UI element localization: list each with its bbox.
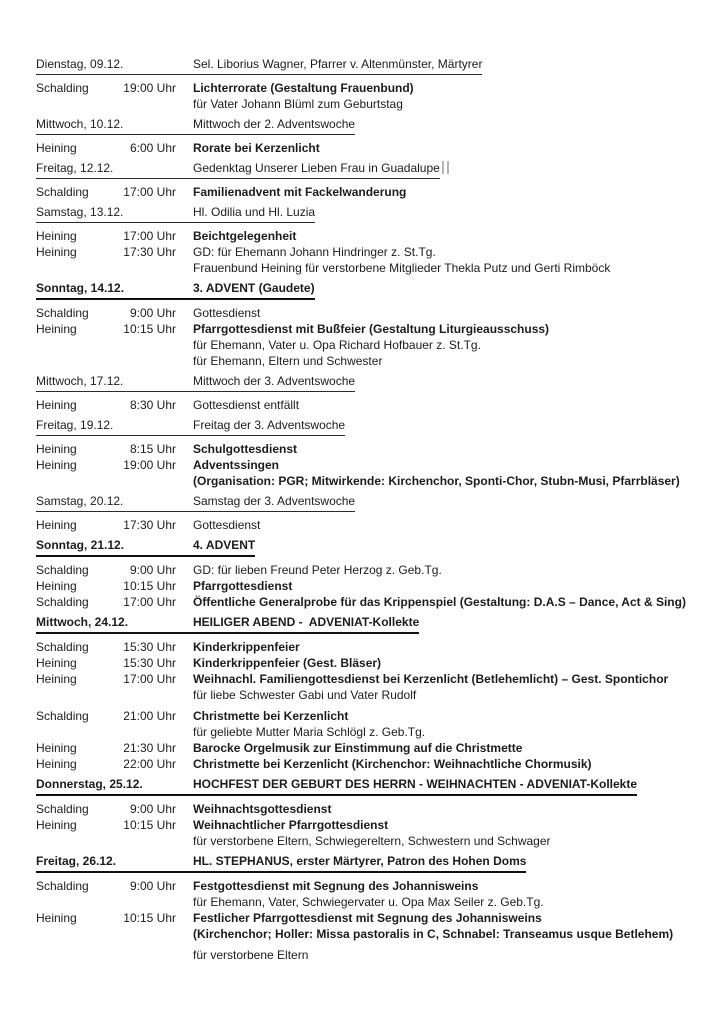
date-label: Samstag, 13.12. [36,205,124,219]
location-cell: Heining [36,245,77,259]
event-description: Gottesdienst [193,518,261,532]
date-header-row [36,776,706,796]
event-description: Festlicher Pfarrgottesdienst mit Segnung des Johannisweins [193,911,542,925]
location-cell: Heining [36,322,77,336]
event-description: Weihnachl. Familiengottesdienst bei Kerzenlicht (Betlehemlicht) – Gest. Spontichor [193,672,669,686]
location-cell: Schalding [36,81,89,95]
event-row [36,578,706,594]
continuation-line: Frauenbund Heining für verstorbene Mitglieder Thekla Putz und Gerti Rimböck [193,261,611,275]
date-header-underline [36,776,637,796]
location-cell: Schalding [36,595,89,609]
date-label: Sonntag, 21.12. [36,538,125,552]
schedule-group [36,776,706,849]
location-cell: Schalding [36,640,89,654]
location-cell: Schalding [36,709,89,723]
event-row [36,441,706,457]
location-cell: Heining [36,741,77,755]
continuation-line: für Ehemann, Vater, Schwiegervater u. Opa Max Seiler z. Geb.Tg. [193,895,544,909]
event-description: Familienadvent mit Fackelwanderung [193,185,407,199]
schedule-group [36,280,706,369]
location-cell: Heining [36,818,77,832]
location-cell: Heining [36,518,77,532]
schedule-group [36,493,706,533]
location-cell: Schalding [36,306,89,320]
event-description: Christmette bei Kerzenlicht [193,709,349,723]
date-title: HL. STEPHANUS, erster Märtyrer, Patron des Hohen Doms [193,854,527,868]
event-description: Festgottesdienst mit Segnung des Johannisweins [193,879,479,893]
date-header-row [36,537,706,557]
date-label: Dienstag, 09.12. [36,57,124,71]
time-cell: 8:30 Uhr [129,398,176,412]
time-cell: 21:00 Uhr [123,709,176,723]
event-row [36,517,706,533]
event-description: Christmette bei Kerzenlicht (Kirchenchor: Weihnachtliche Chormusik) [193,757,592,771]
date-title: Mittwoch der 2. Adventswoche [193,117,356,131]
date-title: Hl. Odilia und Hl. Luzia [193,205,316,219]
time-cell: 10:15 Uhr [123,579,176,593]
time-cell: 19:00 Uhr [123,81,176,95]
date-label: Mittwoch, 10.12. [36,117,124,131]
event-row [36,228,706,244]
location-cell: Heining [36,656,77,670]
time-cell: 17:00 Uhr [123,595,176,609]
time-cell: 17:30 Uhr [123,245,176,259]
date-header-row [36,614,706,634]
date-header-row [36,204,706,223]
time-cell: 9:00 Uhr [129,802,176,816]
date-header-underline [36,614,419,634]
date-header-row [36,56,706,75]
time-cell: 9:00 Uhr [129,563,176,577]
event-description: Schulgottesdienst [193,442,298,456]
date-title: Samstag der 3. Adventswoche [193,494,356,508]
event-description: Kinderkrippenfeier [193,640,300,654]
date-header-underline [36,116,355,135]
time-cell: 21:30 Uhr [123,741,176,755]
time-cell: 15:30 Uhr [123,656,176,670]
event-row [36,801,706,817]
event-row [36,708,706,724]
continuation-line: (Organisation: PGR; Mitwirkende: Kirchenchor, Sponti-Chor, Stubn-Musi, Pfarrbläser) [193,474,680,488]
event-row [36,671,706,687]
event-row [36,457,706,473]
event-row [36,740,706,756]
location-cell: Heining [36,911,77,925]
date-header-underline [36,56,482,75]
schedule-group [36,537,706,610]
time-cell: 9:00 Uhr [129,306,176,320]
continuation-line: für verstorbene Eltern, Schwiegereltern, Schwestern und Schwager [193,834,551,848]
date-header-underline [36,373,355,392]
event-description: Weihnachtsgottesdienst [193,802,332,816]
service-schedule [36,56,706,963]
time-cell: 22:00 Uhr [123,757,176,771]
event-description: Öffentliche Generalprobe für das Krippenspiel (Gestaltung: D.A.S – Dance, Act & Sing) [193,595,686,609]
event-description: GD: für Ehemann Johann Hindringer z. St.Tg. [193,245,436,259]
date-title: Freitag der 3. Adventswoche [193,418,346,432]
event-row [36,817,706,833]
date-label: Donnerstag, 25.12. [36,777,143,791]
schedule-group [36,116,706,156]
date-header-underline [36,204,315,223]
time-cell: 10:15 Uhr [123,818,176,832]
location-cell: Schalding [36,563,89,577]
date-label: Mittwoch, 17.12. [36,374,124,388]
date-header-underline [36,417,345,436]
continuation-line: (Kirchenchor; Holler: Missa pastoralis in C, Schnabel: Transeamus usque Betlehem) [193,927,674,941]
event-row [36,184,706,200]
location-cell: Heining [36,458,77,472]
continuation-line: für geliebte Mutter Maria Schlögl z. Geb.Tg. [193,725,426,739]
location-cell: Heining [36,442,77,456]
date-header-row [36,853,706,873]
event-description: Lichterrorate (Gestaltung Frauenbund) [193,81,414,95]
location-cell: Heining [36,672,77,686]
event-description: Barocke Orgelmusik zur Einstimmung auf die Christmette [193,741,523,755]
date-header-underline [36,493,355,512]
date-header-row [36,280,706,300]
time-cell: 15:30 Uhr [123,640,176,654]
event-row [36,140,706,156]
location-cell: Heining [36,141,77,155]
schedule-group [36,56,706,112]
date-title: Sel. Liborius Wagner, Pfarrer v. Altenmünster, Märtyrer [193,57,483,71]
continuation-line: für Ehemann, Eltern und Schwester [193,354,383,368]
date-title: 3. ADVENT (Gaudete) [193,281,315,295]
event-row [36,80,706,96]
time-cell: 17:00 Uhr [123,229,176,243]
event-row [36,639,706,655]
continuation-line: für Vater Johann Blüml zum Geburtstag [193,97,403,111]
event-row [36,594,706,610]
date-title: HOCHFEST DER GEBURT DES HERRN - WEIHNACHTEN - ADVENIAT-Kollekte [193,777,638,791]
date-header-underline [36,280,315,300]
time-cell: 10:15 Uhr [123,911,176,925]
date-label: Freitag, 12.12. [36,161,114,175]
event-description: Pfarrgottesdienst [193,579,293,593]
location-cell: Heining [36,229,77,243]
schedule-group [36,160,706,200]
continuation-line: für verstorbene Eltern [193,948,309,962]
event-description: GD: für lieben Freund Peter Herzog z. Geb.Tg. [193,563,442,577]
location-cell: Heining [36,398,77,412]
continuation-line: für Ehemann, Vater u. Opa Richard Hofbauer z. St.Tg. [193,338,481,352]
time-cell: 8:15 Uhr [129,442,176,456]
date-header-row [36,116,706,135]
location-cell: Heining [36,757,77,771]
date-header-row [36,160,706,179]
event-description: Adventssingen [193,458,280,472]
date-label: Samstag, 20.12. [36,494,124,508]
cursor-artifact [442,161,449,174]
event-row [36,244,706,260]
date-header-row [36,417,706,436]
location-cell: Schalding [36,879,89,893]
schedule-group [36,204,706,276]
date-title: Mittwoch der 3. Adventswoche [193,374,356,388]
date-title: 4. ADVENT [193,538,256,552]
date-title: HEILIGER ABEND - ADVENIAT-Kollekte [193,615,420,629]
time-cell: 19:00 Uhr [123,458,176,472]
event-row [36,756,706,772]
date-label: Sonntag, 14.12. [36,281,125,295]
event-description: Gottesdienst [193,306,261,320]
location-cell: Heining [36,579,77,593]
event-description: Gottesdienst entfällt [193,398,300,412]
time-cell: 17:30 Uhr [123,518,176,532]
event-row [36,321,706,337]
time-cell: 9:00 Uhr [129,879,176,893]
time-cell: 10:15 Uhr [123,322,176,336]
time-cell: 6:00 Uhr [129,141,176,155]
date-header-underline [36,160,440,179]
event-description: Rorate bei Kerzenlicht [193,141,320,155]
event-row [36,305,706,321]
date-header-row [36,493,706,512]
event-row [36,910,706,926]
location-cell: Schalding [36,185,89,199]
event-row [36,562,706,578]
schedule-group [36,373,706,413]
time-cell: 17:00 Uhr [123,185,176,199]
event-row [36,655,706,671]
event-row [36,878,706,894]
date-label: Mittwoch, 24.12. [36,615,129,629]
event-description: Beichtgelegenheit [193,229,297,243]
date-label: Freitag, 19.12. [36,418,114,432]
date-header-underline [36,537,255,557]
event-description: Pfarrgottesdienst mit Bußfeier (Gestaltung Liturgieausschuss) [193,322,550,336]
schedule-group [36,853,706,963]
time-cell: 17:00 Uhr [123,672,176,686]
schedule-group [36,417,706,489]
date-header-row [36,373,706,392]
date-header-underline [36,853,526,873]
date-title: Gedenktag Unserer Lieben Frau in Guadalupe [193,161,440,175]
event-row [36,397,706,413]
schedule-group [36,614,706,772]
event-description: Weihnachtlicher Pfarrgottesdienst [193,818,389,832]
date-label: Freitag, 26.12. [36,854,117,868]
event-description: Kinderkrippenfeier (Gest. Bläser) [193,656,382,670]
continuation-line: für liebe Schwester Gabi und Vater Rudolf [193,688,417,702]
location-cell: Schalding [36,802,89,816]
